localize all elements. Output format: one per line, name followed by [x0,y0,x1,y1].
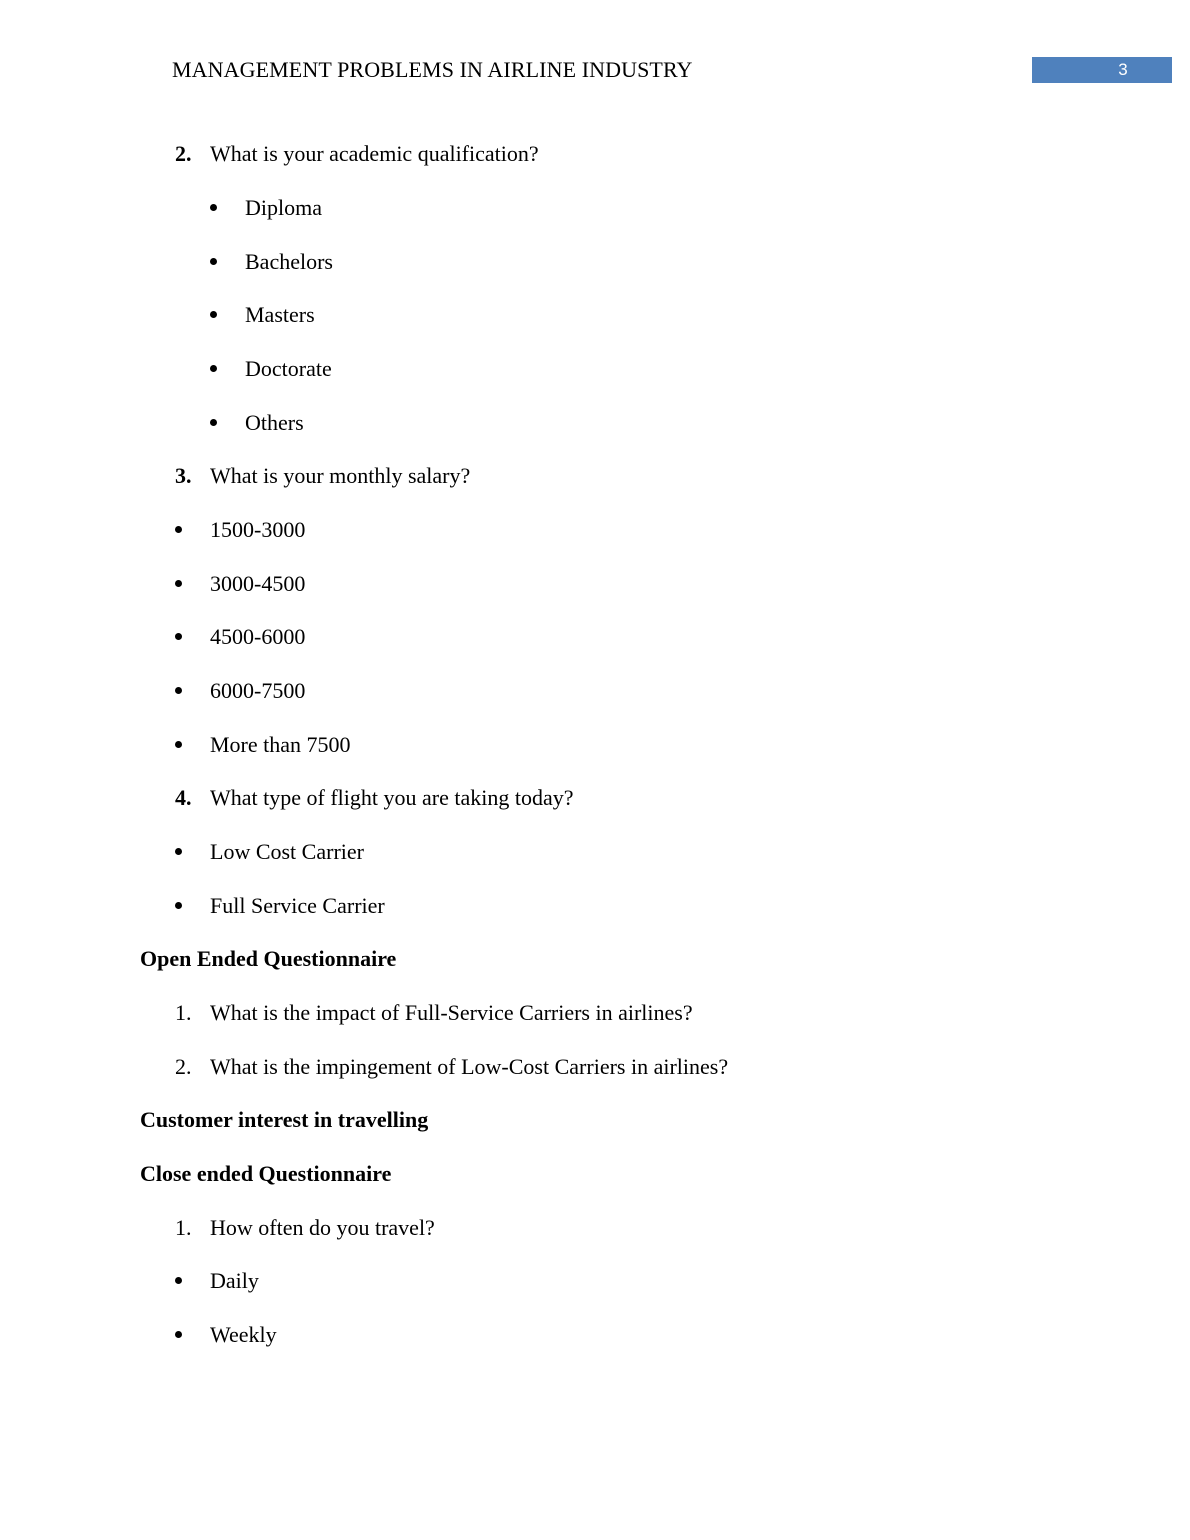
bullet-icon [210,365,217,372]
bullet-icon [175,526,182,533]
item-number: 1. [175,1215,192,1240]
bullet-icon [175,902,182,909]
item-number: 2. [175,1054,192,1079]
bullet-icon [210,419,217,426]
page-number-box [1032,57,1172,83]
bullet-icon [175,741,182,748]
question-3 [175,462,471,490]
bullet-icon [210,311,217,318]
bullet-icon [175,848,182,855]
question-text: What is your academic qualification? [210,141,539,166]
item-number: 1. [175,1000,192,1025]
list-item: 2. What is the impingement of Low-Cost Carriers in airlines? [175,1054,729,1079]
question-2 [175,140,539,168]
question-number: 2. [175,141,192,166]
question-number: 4. [175,785,192,810]
running-header-title: MANAGEMENT PROBLEMS IN AIRLINE INDUSTRY [172,57,693,82]
question-text: What is your monthly salary? [210,463,471,488]
section-heading-open-ended: Open Ended Questionnaire [140,946,397,971]
bullet-icon [210,204,217,211]
bullet-icon [175,580,182,587]
question-text: What type of flight you are taking today? [210,785,574,810]
section-heading-close-ended: Close ended Questionnaire [140,1161,392,1186]
question-4 [175,784,574,812]
bullet-icon [175,1331,182,1338]
bullet-icon [175,1277,182,1284]
page-number: 3 [1118,60,1128,79]
question-number: 3. [175,463,192,488]
bullet-icon [210,258,217,265]
list-item: 1. What is the impact of Full-Service Carriers in airlines? [175,1000,693,1025]
bullet-icon [175,687,182,694]
bullet-icon [175,633,182,640]
section-heading-customer-interest: Customer interest in travelling [140,1107,429,1132]
list-item: 1. How often do you travel? [175,1215,435,1240]
